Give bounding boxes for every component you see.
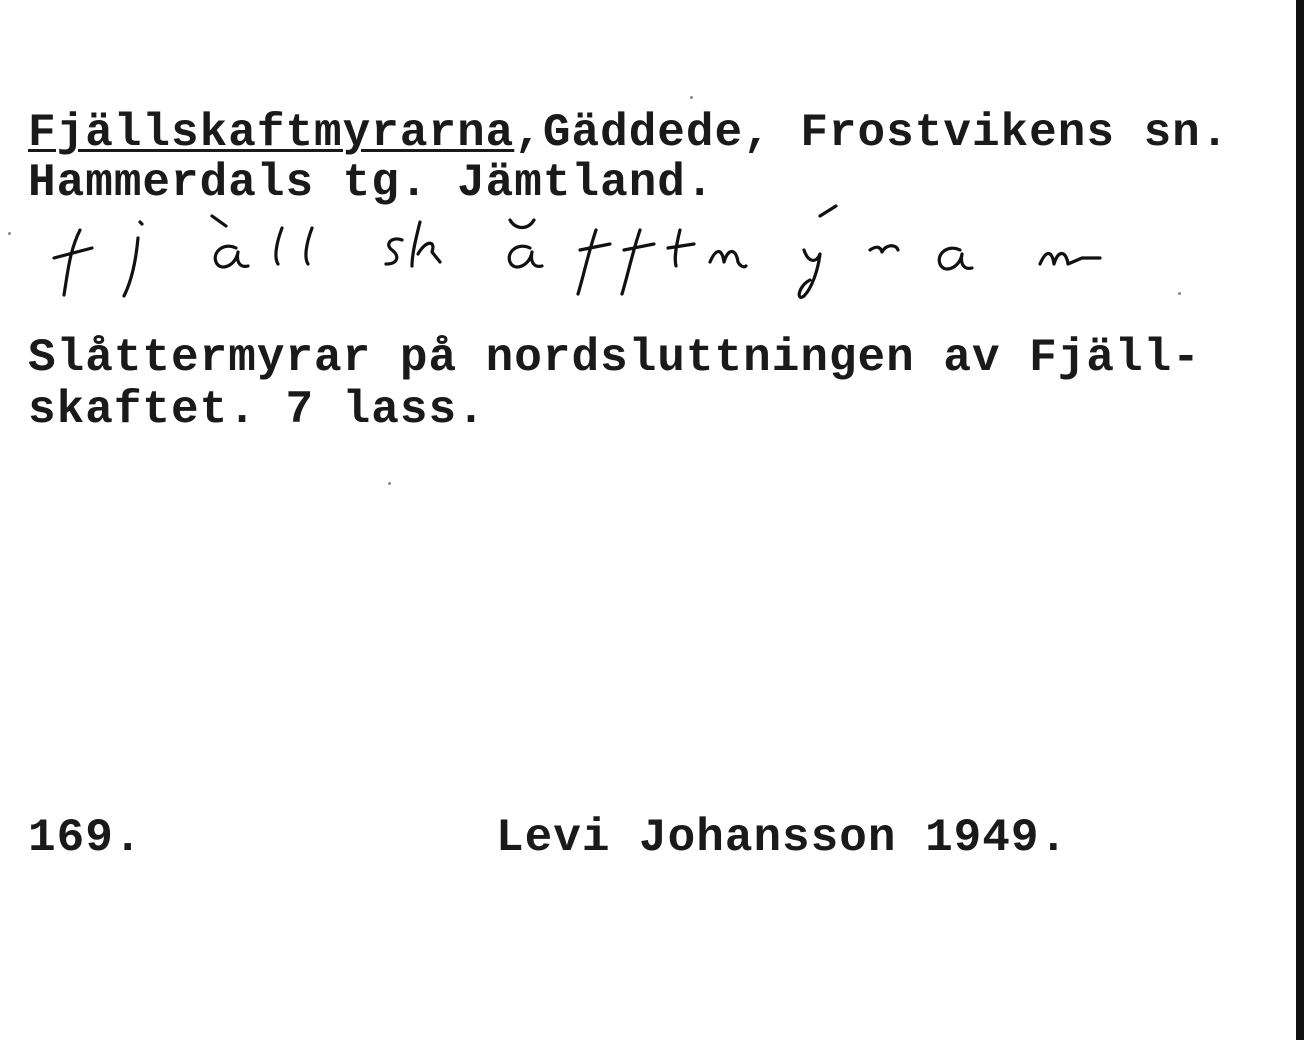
card-number: 169. — [28, 812, 143, 864]
place-name: Fjällskaftmyrarna — [28, 107, 515, 159]
location-text: ,Gäddede, Frostvikens sn. — [514, 107, 1230, 159]
dust-speck — [690, 96, 693, 99]
description-line-1: Slåttermyrar på nordsluttningen av Fjäll- — [28, 332, 1201, 384]
description-line-2: skaftet. 7 lass. — [28, 384, 486, 436]
dust-speck — [388, 482, 391, 485]
collector-signature: Levi Johansson 1949. — [496, 812, 1069, 864]
handwritten-pronunciation — [40, 200, 1200, 310]
dust-speck — [1178, 292, 1181, 295]
heading-line — [28, 107, 1230, 159]
card-border — [1296, 0, 1304, 1040]
dust-speck — [8, 232, 11, 235]
district-line: Hammerdals tg. Jämtland. — [28, 157, 715, 209]
